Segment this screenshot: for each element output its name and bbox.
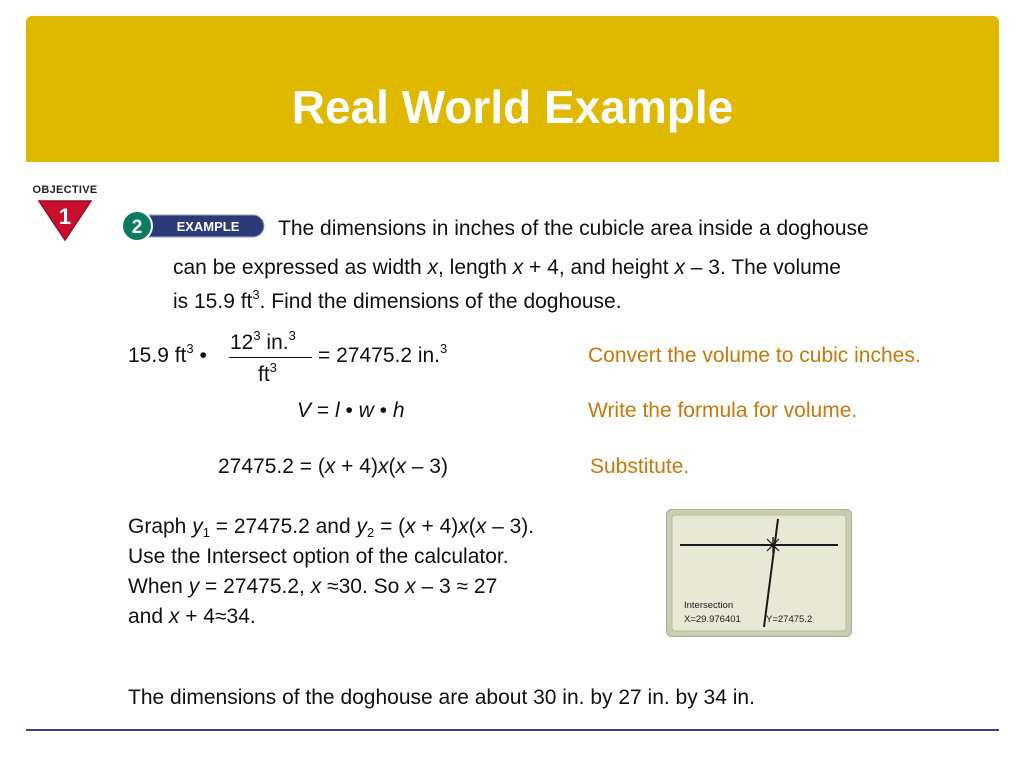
- objective-label: OBJECTIVE: [32, 184, 98, 196]
- bottom-rule: [26, 729, 999, 731]
- calculator-screen: [666, 509, 852, 637]
- conclusion: The dimensions of the doghouse are about 30 in. by 27 in. by 34 in.: [128, 686, 755, 709]
- calc-heading: Intersection: [684, 600, 734, 611]
- problem-line-1: The dimensions in inches of the cubicle area inside a doghouse: [278, 217, 869, 240]
- objective-badge: [30, 184, 100, 244]
- problem-line-3: is 15.9 $ft^3$. Find the dimensions of the doghouse.: [173, 287, 622, 313]
- objective-triangle-icon: [36, 198, 94, 242]
- fraction-numerator: $12^3$ in.$^3$: [230, 328, 296, 354]
- calc-y-readout: Y=27475.2: [766, 614, 813, 625]
- convert-result: = 27475.2 in.$^3$: [318, 341, 448, 367]
- example-label: EXAMPLE: [176, 219, 240, 234]
- example-badge: [120, 208, 266, 244]
- formula-expression: V = l • w • h: [297, 399, 405, 422]
- convert-note: Convert the volume to cubic inches.: [588, 344, 921, 367]
- substitute-note: Substitute.: [590, 455, 690, 478]
- graph-text-line-1: Graph $y_1 = 27475.2$ and $y_2 = (x + 4)x(x - 3)$.: [128, 515, 535, 540]
- problem-line-2: can be expressed as width x, length x + 4, and height x – 3. The volume: [173, 256, 841, 279]
- title-banner: [26, 16, 999, 162]
- substitute-expression: 27475.2 = (x + 4)x(x – 3): [218, 455, 448, 478]
- graph-text-line-4: and x + 4≈34.: [128, 605, 256, 628]
- graph-text-line-3: When y = 27475.2, x ≈30. So x – 3 ≈ 27: [128, 575, 498, 598]
- calc-x-readout: X=29.976401: [684, 614, 741, 625]
- example-number: 2: [131, 217, 143, 238]
- objective-number: 1: [58, 204, 72, 229]
- intersection-cursor-icon: [765, 537, 781, 553]
- formula-note: Write the formula for volume.: [588, 399, 858, 422]
- fraction-denominator: $ft^3$: [258, 360, 277, 386]
- fraction-bar: [229, 357, 312, 358]
- slide-title: Real World Example: [291, 81, 734, 133]
- convert-left: 15.9 $ft^3$ •: [128, 341, 207, 367]
- graph-text-line-2: Use the Intersect option of the calculator.: [128, 545, 509, 568]
